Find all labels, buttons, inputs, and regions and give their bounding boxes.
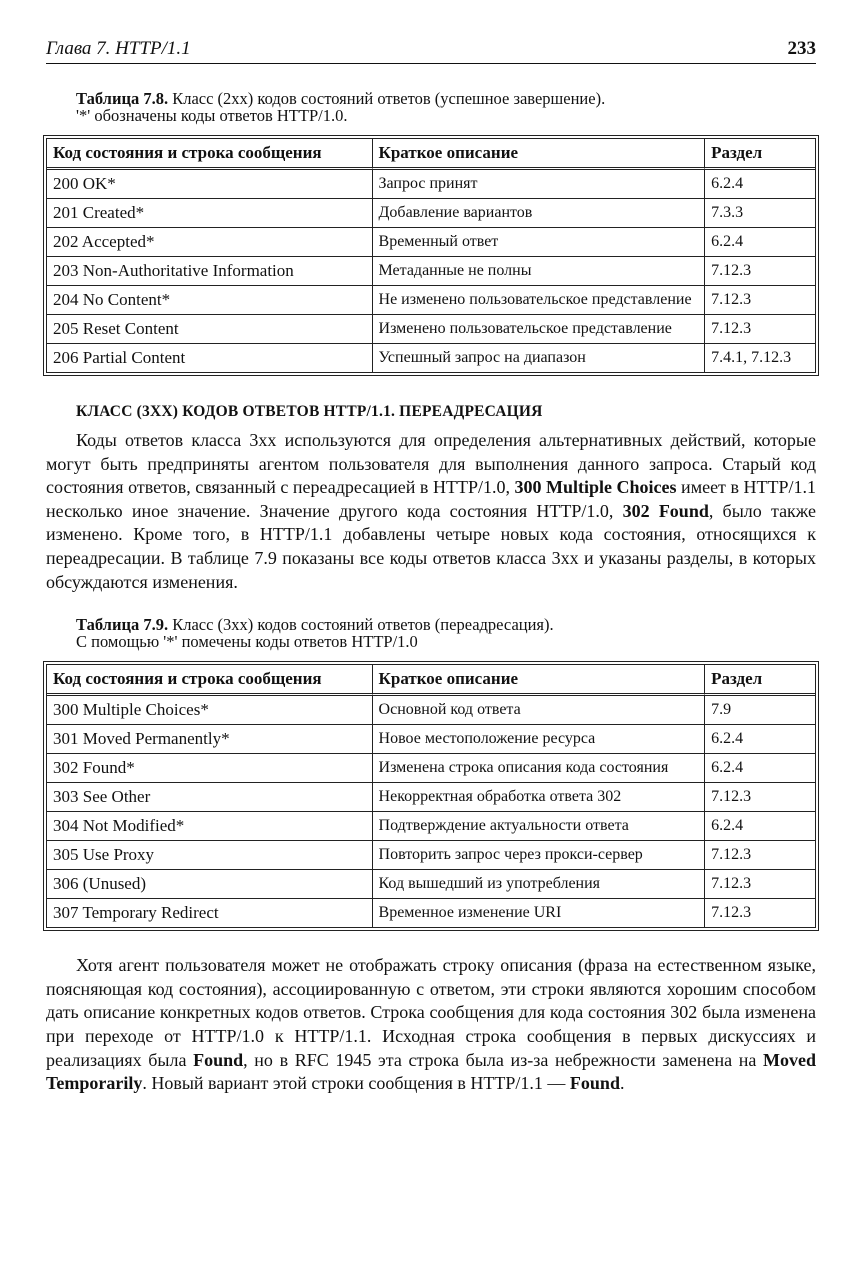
- table1-caption-label: Таблица 7.8.: [76, 89, 169, 108]
- column-header-description: Краткое описание: [373, 665, 706, 696]
- table1-caption: [76, 90, 816, 124]
- table-row: [47, 344, 815, 372]
- table-row: [47, 199, 815, 228]
- cell-description: Не изменено пользовательское представление: [373, 286, 706, 315]
- table-3xx-status-codes: [46, 664, 816, 928]
- cell-description: Изменено пользовательское представление: [373, 315, 706, 344]
- cell-code: 304 Not Modified*: [47, 812, 373, 841]
- section-heading: КЛАСС (3XX) КОДОВ ОТВЕТОВ HTTP/1.1. ПЕРЕАДРЕСАЦИЯ: [76, 403, 543, 420]
- table1-caption-text: Класс (2xx) кодов состояний ответов (успешное завершение).: [168, 89, 606, 108]
- cell-section: 7.12.3: [705, 783, 815, 812]
- cell-description: Некорректная обработка ответа 302: [373, 783, 706, 812]
- column-header-code: Код состояния и строка сообщения: [47, 665, 373, 696]
- cell-description: Запрос принят: [373, 170, 706, 199]
- table2-caption-line2: С помощью '*' помечены коды ответов HTTP/1.0: [76, 632, 418, 652]
- paragraph-intro-3xx: [46, 429, 816, 594]
- table-2xx-status-codes: [46, 138, 816, 373]
- paragraph-text: , было также изменено. Кроме того, в HTTP/1.1 добавлены четыре новых кода состояния, относящихся к переадресации. В таблице 7.9 показаны все коды ответов класса 3xx и указаны разделы, в которых обсуждаются изменения.: [46, 500, 816, 592]
- page-header: [46, 36, 816, 64]
- paragraph-text: . Новый вариант этой строки сообщения в HTTP/1.1 —: [142, 1073, 570, 1094]
- cell-code: 206 Partial Content: [47, 344, 373, 372]
- cell-code: 307 Temporary Redirect: [47, 899, 373, 927]
- cell-section: 7.12.3: [705, 257, 815, 286]
- paragraph-text: Коды ответов класса 3xx используются для определения альтернативных действий, которые могут быть предприняты агентом пользователя для выполнения данного запроса. Старый код состояния ответов, связанный с переадресацией в HTTP/1.0,: [46, 430, 816, 498]
- table-row: [47, 315, 815, 344]
- bold-term: 300 Multiple Choices: [514, 477, 677, 498]
- table-header-row: [47, 139, 815, 170]
- cell-code: 300 Multiple Choices*: [47, 696, 373, 725]
- bold-term: Found: [569, 1073, 620, 1094]
- table-row: [47, 725, 815, 754]
- paragraph-text: , но в RFC 1945 эта строка была из-за небрежности заменена на: [243, 1049, 763, 1070]
- paragraph-text: .: [619, 1073, 625, 1094]
- table-row: [47, 257, 815, 286]
- page: [46, 36, 816, 1096]
- column-header-code: Код состояния и строка сообщения: [47, 139, 373, 170]
- table-header-row: [47, 665, 815, 696]
- table-row: [47, 754, 815, 783]
- table-row: [47, 899, 815, 927]
- cell-section: 7.12.3: [705, 315, 815, 344]
- cell-code: 201 Created*: [47, 199, 373, 228]
- cell-description: Изменена строка описания кода состояния: [373, 754, 706, 783]
- column-header-section: Раздел: [705, 139, 815, 170]
- table1-caption-line2: '*' обозначены коды ответов HTTP/1.0.: [76, 106, 348, 125]
- bold-term: 302 Found: [622, 500, 709, 521]
- bold-term: Moved Temporarily: [46, 1049, 816, 1094]
- cell-description: Подтверждение актуальности ответа: [373, 812, 706, 841]
- column-header-description: Краткое описание: [373, 139, 706, 170]
- cell-description: Основной код ответа: [373, 696, 706, 725]
- table2-caption-text: Класс (3xx) кодов состояний ответов (переадресация).: [168, 615, 554, 635]
- table-row: [47, 812, 815, 841]
- table-row: [47, 696, 815, 725]
- cell-section: 7.12.3: [705, 841, 815, 870]
- cell-section: 7.12.3: [705, 286, 815, 315]
- table2-caption: [76, 616, 816, 650]
- cell-description: Повторить запрос через прокси-сервер: [373, 841, 706, 870]
- cell-section: 6.2.4: [705, 725, 815, 754]
- cell-section: 7.4.1, 7.12.3: [711, 349, 792, 366]
- paragraph-text: Хотя агент пользователя может не отображать строку описания (фраза на естественном языке, поясняющая код состояния), ассоциированную с ответом, эти строки являются хорошим способом дать описание конкретных кодов ответов. Строка сообщения для кода состояния 302 была изменена при переходе от HTTP/1.0 к HTTP/1.1. Исходная строка сообщения в первых дискуссиях и реализациях была: [46, 955, 816, 1070]
- cell-description: Новое местоположение ресурса: [373, 725, 706, 754]
- chapter-title: Глава 7. HTTP/1.1: [46, 38, 191, 59]
- cell-section: 7.3.3: [705, 199, 815, 228]
- table-row: [47, 783, 815, 812]
- bold-term: Found: [193, 1049, 244, 1070]
- cell-code: 305 Use Proxy: [47, 841, 373, 870]
- cell-section: 7.12.3: [705, 870, 815, 899]
- table2-caption-label: Таблица 7.9.: [76, 615, 169, 635]
- cell-code: 204 No Content*: [47, 286, 373, 315]
- cell-code: 302 Found*: [47, 754, 373, 783]
- table-row: [47, 841, 815, 870]
- cell-code: 203 Non-Authoritative Information: [47, 257, 373, 286]
- cell-code: 306 (Unused): [47, 870, 373, 899]
- paragraph-reason-phrase: [46, 954, 816, 1096]
- cell-description: Метаданные не полны: [373, 257, 706, 286]
- cell-description: Временный ответ: [373, 228, 706, 257]
- cell-section: 6.2.4: [705, 228, 815, 257]
- cell-code: 303 See Other: [47, 783, 373, 812]
- cell-section: 6.2.4: [705, 812, 815, 841]
- cell-description: Временное изменение URI: [373, 899, 706, 927]
- cell-code: 301 Moved Permanently*: [47, 725, 373, 754]
- table-row: [47, 870, 815, 899]
- paragraph-text: имеет в HTTP/1.1 несколько иное значение. Значение другого кода состояния HTTP/1.0,: [46, 477, 816, 521]
- cell-description: Успешный запрос на диапазон: [373, 344, 706, 372]
- cell-section: 6.2.4: [705, 754, 815, 783]
- column-header-section: Раздел: [705, 665, 815, 696]
- cell-code: 205 Reset Content: [47, 315, 373, 344]
- table-row: [47, 286, 815, 315]
- cell-code: 202 Accepted*: [47, 228, 373, 257]
- cell-section: 7.9: [705, 696, 815, 725]
- cell-description: Добавление вариантов: [373, 199, 706, 228]
- cell-code: 200 OK*: [47, 170, 373, 199]
- cell-description: Код вышедший из употребления: [373, 870, 706, 899]
- cell-section: 6.2.4: [705, 170, 815, 199]
- table-row: [47, 228, 815, 257]
- cell-section: 7.12.3: [711, 904, 752, 922]
- table-row: [47, 170, 815, 199]
- page-number: 233: [787, 38, 816, 59]
